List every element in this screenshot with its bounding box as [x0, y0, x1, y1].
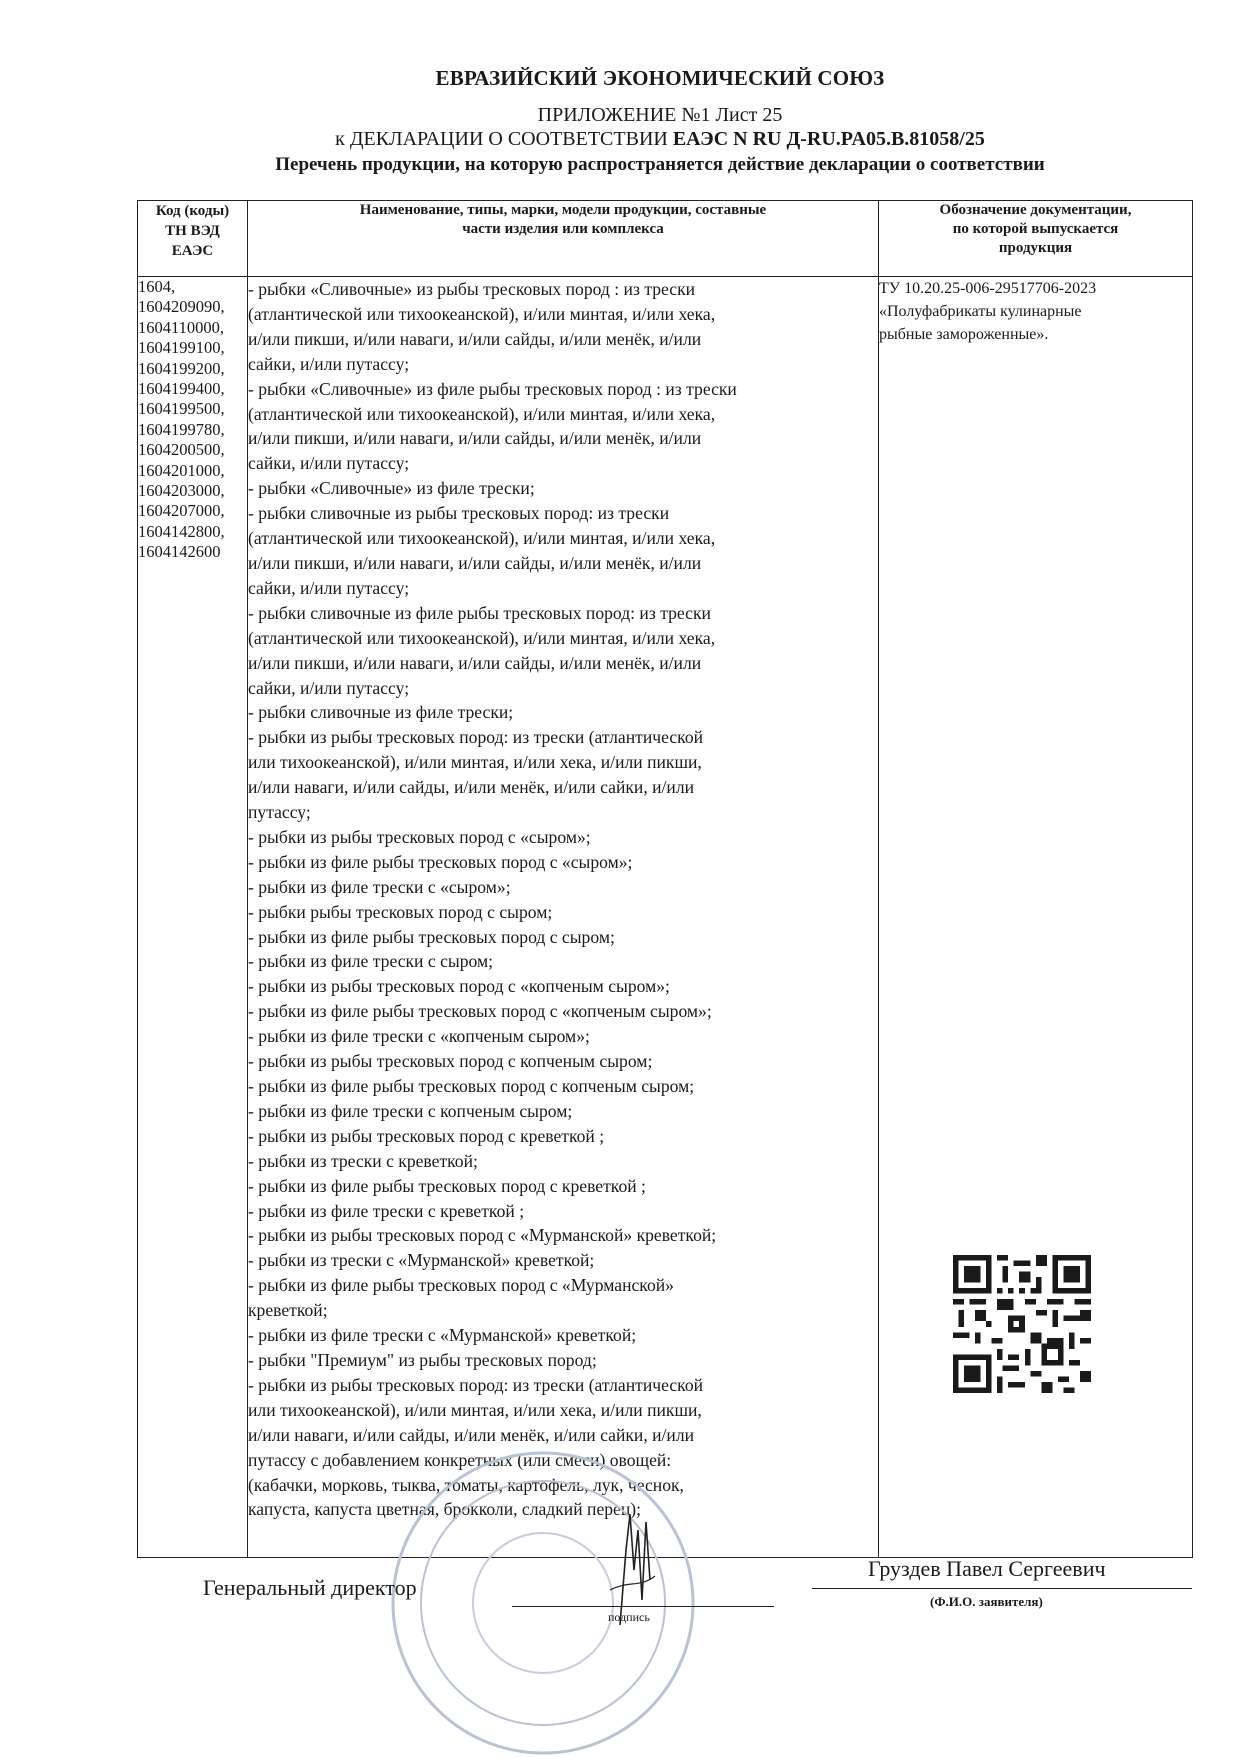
col-products-header-line: Наименование, типы, марки, модели продукции, составные [359, 202, 767, 218]
declaration-number: ЕАЭС N RU Д-RU.PA05.B.81058/25 [672, 128, 985, 150]
product-line: - рыбки рыбы тресковых пород с сыром; [248, 901, 553, 922]
col-docs-header [879, 201, 1193, 277]
tn-ved-code: 1604199400, [138, 379, 225, 399]
product-line: - рыбки из рыбы тресковых пород с «Мурманской» креветкой; [248, 1225, 717, 1246]
declaration-title [0, 128, 1240, 151]
product-line: - рыбки из рыбы тресковых пород с копченым сыром; [248, 1051, 653, 1072]
col-docs-header-line: по которой выпускается [952, 221, 1119, 237]
product-line: (кабачки, морковь, тыква, томаты, картофель, лук, чеснок, [248, 1474, 684, 1495]
col-codes-header-line: ЕАЭС [171, 243, 214, 259]
col-products-header-line: части изделия или комплекса [462, 221, 664, 237]
tn-ved-code: 1604203000, [138, 481, 225, 501]
product-line: - рыбки из филе трески с сыром; [248, 951, 493, 972]
product-line: - рыбки из филе рыбы тресковых пород с «копченым сыром»; [248, 1001, 712, 1022]
product-line: и/или пикши, и/или наваги, и/или сайды, и/или менёк, и/или [248, 328, 702, 349]
tn-ved-code: 1604199500, [138, 399, 225, 419]
product-line: - рыбки из филе трески с «сыром»; [248, 876, 511, 897]
name-caption: (Ф.И.О. заявителя) [930, 1594, 1043, 1609]
col-products-header [248, 201, 879, 277]
product-line: (атлантической или тихоокеанской), и/или минтая, и/или хека, [248, 528, 716, 549]
documentation-cell [879, 277, 1193, 1558]
col-codes-header-line: Код (коды) [155, 203, 230, 219]
product-line: капуста, капуста цветная, брокколи, сладкий перец); [248, 1499, 642, 1520]
tn-ved-code: 1604209090, [138, 297, 225, 317]
tn-ved-code: 1604199200, [138, 358, 225, 378]
codes-cell [138, 277, 248, 1558]
table-header-row [138, 201, 1193, 277]
documentation-line: ТУ 10.20.25-006-29517706-2023 [879, 280, 1097, 297]
product-line: - рыбки из трески с креветкой; [248, 1150, 478, 1171]
product-line: - рыбки сливочные из филе трески; [248, 702, 514, 723]
declaration-prefix: к ДЕКЛАРАЦИИ О СООТВЕТСТВИИ [335, 128, 668, 150]
tn-ved-code: 1604199100, [138, 338, 225, 358]
product-line: - рыбки из филе трески с креветкой ; [248, 1200, 525, 1221]
product-line: - рыбки "Премиум" из рыбы тресковых пород; [248, 1349, 597, 1370]
product-line: - рыбки из рыбы тресковых пород: из трески (атлантической [248, 1374, 704, 1395]
name-line [812, 1588, 1192, 1589]
product-line: сайки, и/или путассу; [248, 677, 410, 698]
signature-caption: подпись [608, 1610, 650, 1624]
product-line: - рыбки «Сливочные» из рыбы тресковых пород : из трески [248, 279, 696, 299]
product-line: креветкой; [248, 1300, 328, 1321]
product-line: или тихоокеанской), и/или минтая, и/или хека, и/или пикши, [248, 752, 702, 773]
product-line: (атлантической или тихоокеанской), и/или минтая, и/или хека, [248, 403, 716, 424]
product-line: и/или пикши, и/или наваги, и/или сайды, и/или менёк, и/или [248, 652, 702, 673]
product-line: (атлантической или тихоокеанской), и/или минтая, и/или хека, [248, 627, 716, 648]
products-table [137, 200, 1193, 1558]
product-list-title: Перечень продукции, на которую распространяется действие декларации о соответствии [275, 154, 1045, 175]
tn-ved-code: 1604142600 [138, 542, 221, 562]
product-line: и/или пикши, и/или наваги, и/или сайды, и/или менёк, и/или [248, 428, 702, 449]
product-line: сайки, и/или путассу; [248, 453, 410, 474]
appendix-title: ПРИЛОЖЕНИЕ №1 Лист 25 [537, 104, 783, 126]
product-line: - рыбки из филе рыбы тресковых пород с «Мурманской» [248, 1275, 674, 1296]
product-line: сайки, и/или путассу; [248, 577, 410, 598]
product-line: сайки, и/или путассу; [248, 353, 410, 374]
tn-ved-code: 1604199780, [138, 419, 225, 439]
signatory-role: Генеральный директор [203, 1575, 417, 1600]
product-line: - рыбки из рыбы тресковых пород с креветкой ; [248, 1125, 605, 1146]
col-codes-header-line: ТН ВЭД [165, 223, 220, 239]
product-line: - рыбки сливочные из рыбы тресковых пород: из трески [248, 503, 670, 524]
product-line: - рыбки сливочные из филе рыбы тресковых пород: из трески [248, 602, 711, 623]
product-line: путассу с добавлением конкретных (или смеси) овощей: [248, 1449, 672, 1470]
tn-ved-code: 1604, [138, 277, 176, 296]
product-line: - рыбки из филе рыбы тресковых пород с «сыром»; [248, 851, 633, 872]
products-cell [248, 277, 879, 1558]
product-line: и/или наваги, и/или сайды, и/или менёк, и/или сайки, и/или [248, 777, 695, 798]
product-line: - рыбки из филе рыбы тресковых пород с сыром; [248, 926, 615, 947]
product-line: - рыбки из рыбы тресковых пород с «сыром»; [248, 826, 591, 847]
tn-ved-code: 1604200500, [138, 440, 225, 460]
product-line: - рыбки «Сливочные» из филе трески; [248, 478, 535, 499]
col-docs-header-line: Обозначение документации, [939, 202, 1132, 218]
product-line: или тихоокеанской), и/или минтая, и/или хека, и/или пикши, [248, 1399, 702, 1420]
tn-ved-code: 1604201000, [138, 460, 225, 480]
product-line: - рыбки из филе трески с «Мурманской» креветкой; [248, 1325, 637, 1346]
documentation-line: «Полуфабрикаты кулинарные [879, 303, 1082, 320]
product-line: - рыбки из трески с «Мурманской» креветкой; [248, 1250, 595, 1271]
union-title: ЕВРАЗИЙСКИЙ ЭКОНОМИЧЕСКИЙ СОЮЗ [435, 66, 885, 90]
product-line: - рыбки «Сливочные» из филе рыбы тресковых пород : из трески [248, 378, 737, 399]
signatory-name: Груздев Павел Сергеевич [868, 1556, 1106, 1581]
handwritten-signature [590, 1510, 660, 1630]
product-line: - рыбки из филе рыбы тресковых пород с креветкой ; [248, 1175, 646, 1196]
product-line: - рыбки из филе трески с копченым сыром; [248, 1100, 573, 1121]
tn-ved-code: 1604142800, [138, 521, 225, 541]
qr-code-icon [953, 1255, 1091, 1393]
product-line: и/или пикши, и/или наваги, и/или сайды, и/или менёк, и/или [248, 552, 702, 573]
product-line: (атлантической или тихоокеанской), и/или минтая, и/или хека, [248, 303, 716, 324]
table-row [138, 277, 1193, 1558]
col-docs-header-line: продукция [998, 240, 1073, 256]
documentation-line: рыбные замороженные». [879, 326, 1049, 343]
product-line: - рыбки из рыбы тресковых пород: из трески (атлантической [248, 727, 704, 748]
product-line: и/или наваги, и/или сайды, и/или менёк, и/или сайки, и/или [248, 1424, 695, 1445]
tn-ved-code: 1604207000, [138, 501, 225, 521]
product-line: путассу; [248, 802, 311, 823]
product-line: - рыбки из филе трески с «копченым сыром»; [248, 1026, 590, 1047]
product-line: - рыбки из филе рыбы тресковых пород с копченым сыром; [248, 1076, 695, 1096]
product-line: - рыбки из рыбы тресковых пород с «копченым сыром»; [248, 976, 670, 997]
col-codes-header [138, 201, 248, 277]
tn-ved-code: 1604110000, [138, 317, 225, 337]
